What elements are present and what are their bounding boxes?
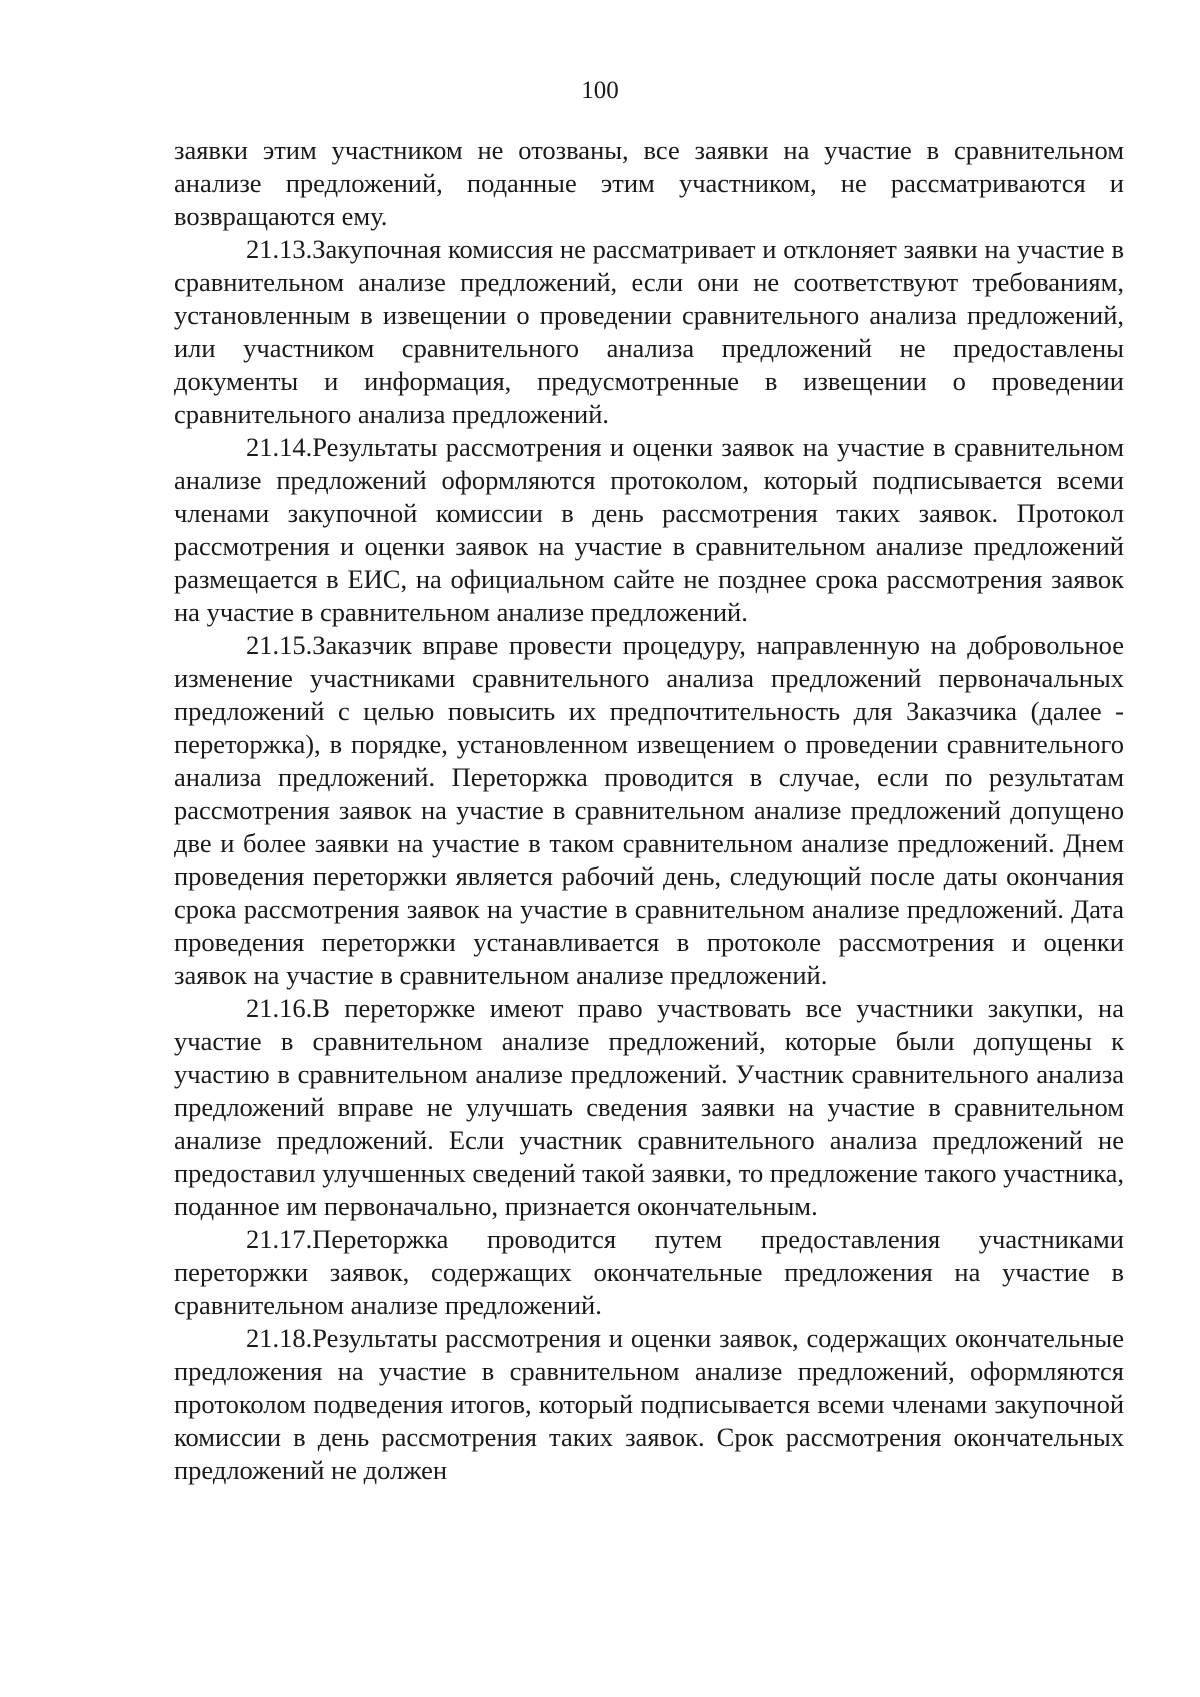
- document-body: [174, 134, 1124, 1487]
- paragraph-continuation: заявки этим участником не отозваны, все заявки на участие в сравнительном анализе предложений, поданные этим участником, не рассматриваются и возвращаются ему.: [174, 135, 1124, 231]
- paragraph-21-15: 21.15.Заказчик вправе провести процедуру, направленную на добровольное изменение участниками сравнительного анализа предложений первоначальных предложений с целью повысить их предпочтительность для Заказчика (далее - переторжка), в порядке, установленном извещением о проведении сравнительного анализа предложений. Переторжка проводится в случае, если по результатам рассмотрения заявок на участие в сравнительном анализе предложений допущено две и более заявки на участие в таком сравнительном анализе предложений. Днем проведения переторжки является рабочий день, следующий после даты окончания срока рассмотрения заявок на участие в сравнительном анализе предложений. Дата проведения переторжки устанавливается в протоколе рассмотрения и оценки заявок на участие в сравнительном анализе предложений.: [174, 630, 1124, 990]
- paragraph-21-18: 21.18.Результаты рассмотрения и оценки заявок, содержащих окончательные предложения на участие в сравнительном анализе предложений, оформляются протоколом подведения итогов, который подписывается всеми членами закупочной комиссии в день рассмотрения таких заявок. Срок рассмотрения окончательных предложений не должен: [174, 1323, 1124, 1485]
- paragraph-21-17: 21.17.Переторжка проводится путем предоставления участниками переторжки заявок, содержащих окончательные предложения на участие в сравнительном анализе предложений.: [174, 1224, 1124, 1320]
- page-number: 100: [581, 77, 619, 104]
- paragraph-21-13: 21.13.Закупочная комиссия не рассматривает и отклоняет заявки на участие в сравнительном анализе предложений, если они не соответствуют требованиям, установленным в извещении о проведении сравнительного анализа предложений, или участником сравнительного анализа предложений не предоставлены документы и информация, предусмотренные в извещении о проведении сравнительного анализа предложений.: [174, 234, 1124, 429]
- paragraph-21-14: 21.14.Результаты рассмотрения и оценки заявок на участие в сравнительном анализе предложений оформляются протоколом, который подписывается всеми членами закупочной комиссии в день рассмотрения таких заявок. Протокол рассмотрения и оценки заявок на участие в сравнительном анализе предложений размещается в ЕИС, на официальном сайте не позднее срока рассмотрения заявок на участие в сравнительном анализе предложений.: [174, 432, 1124, 627]
- paragraph-21-16: 21.16.В переторжке имеют право участвовать все участники закупки, на участие в сравнительном анализе предложений, которые были допущены к участию в сравнительном анализе предложений. Участник сравнительного анализа предложений вправе не улучшать сведения заявки на участие в сравнительном анализе предложений. Если участник сравнительного анализа предложений не предоставил улучшенных сведений такой заявки, то предложение такого участника, поданное им первоначально, признается окончательным.: [174, 993, 1124, 1221]
